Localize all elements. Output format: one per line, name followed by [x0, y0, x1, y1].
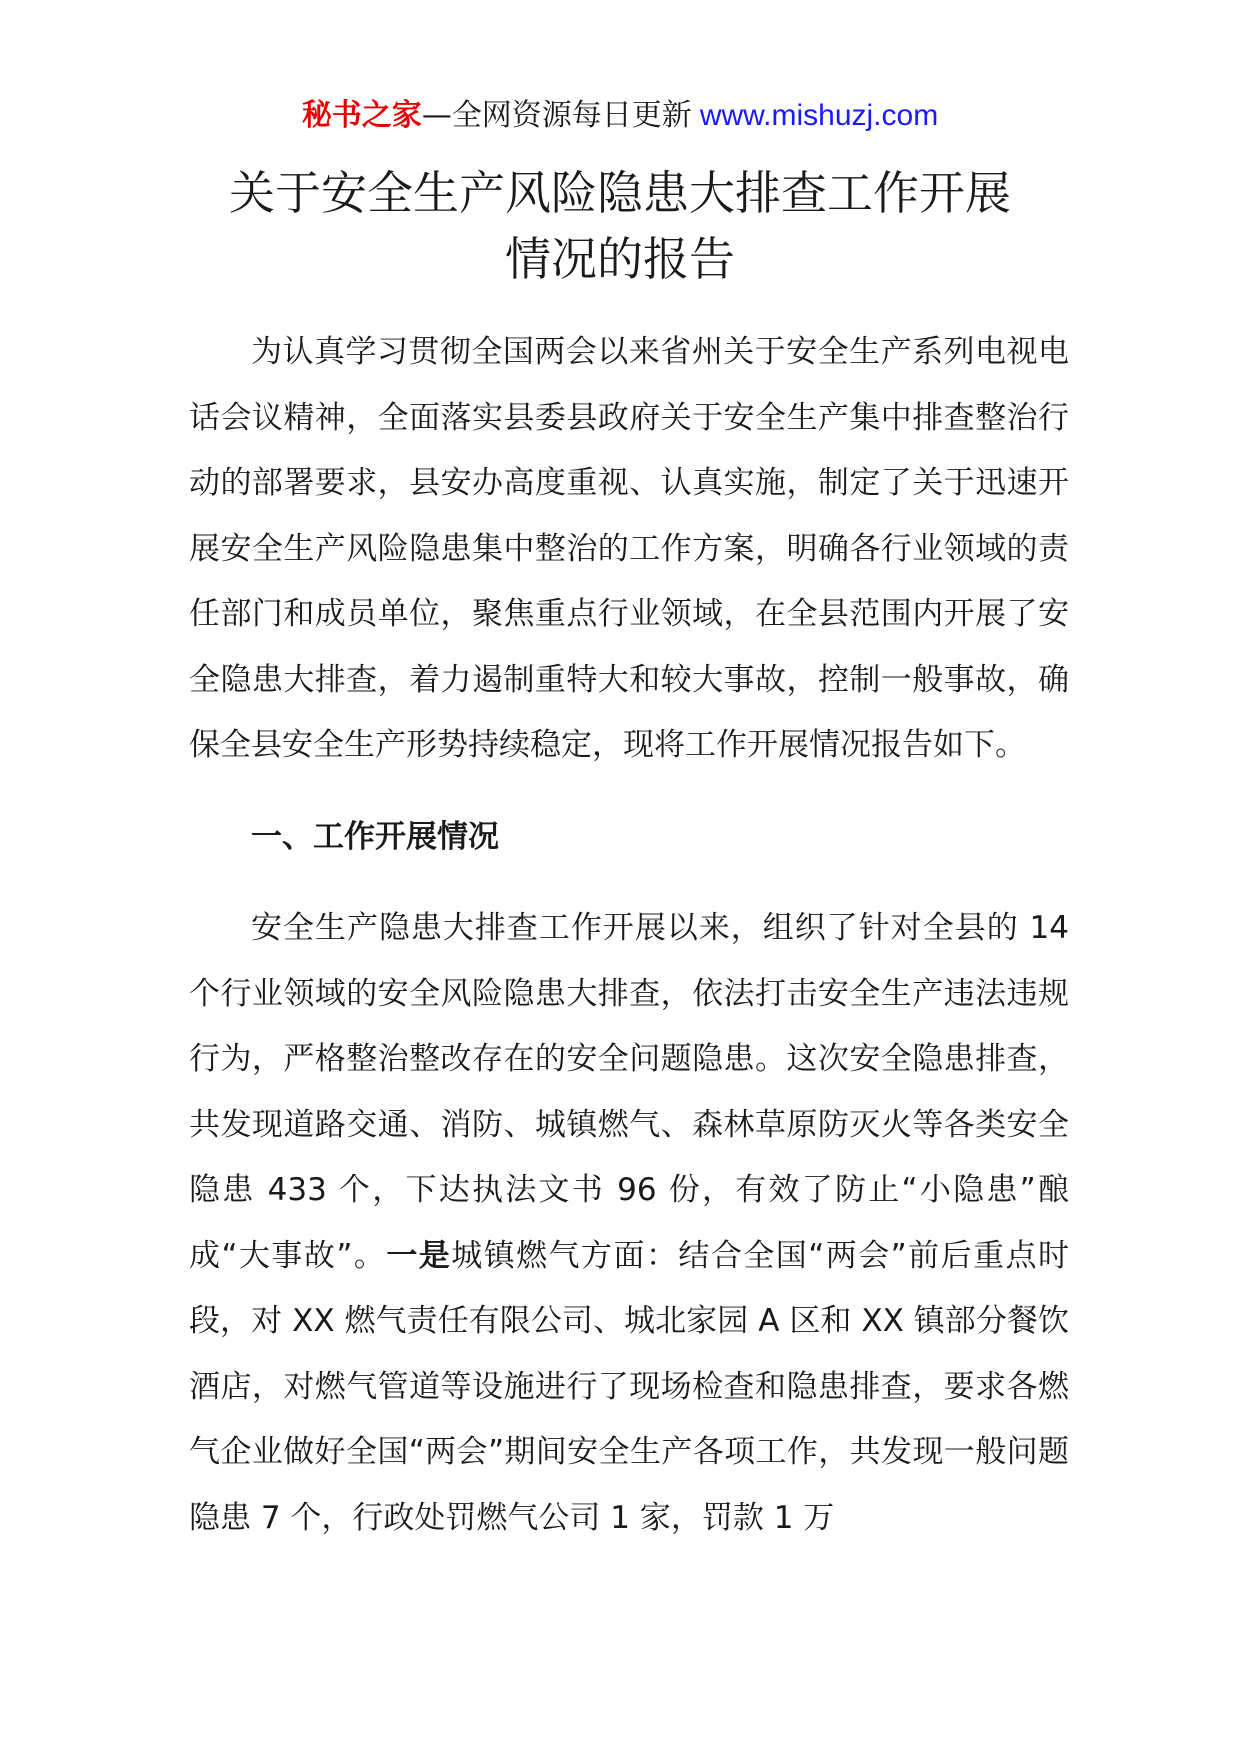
document-title [0, 160, 1240, 292]
tagline: —全网资源每日更新 [421, 98, 692, 133]
enumeration-label: 一是 [386, 1237, 452, 1274]
section-heading: 一、工作开展情况 [251, 818, 499, 855]
brand-name: 秘书之家 [301, 98, 422, 133]
site-url-link[interactable]: www.mishuzj.com [699, 99, 939, 132]
paragraph-text: 安全生产隐患大排查工作开展以来，组织了针对全县的 14 个行业领域的安全风险隐患大排查，依法打击安全生产违法违规行为，严格整治整改存在的安全问题隐患。这次安全隐患排查，共发现道路交通、消防、城镇燃气、森林草原防灭火等各类安全隐患 433 个，下达执法文书 96 份，有效了防止“小隐患”酿成“大事故”。 [189, 910, 1069, 1274]
title-line-1: 关于安全生产风险隐患大排查工作开展 [229, 166, 1011, 220]
intro-paragraph: 为认真学习贯彻全国两会以来省州关于安全生产系列电视电话会议精神，全面落实县委县政府关于安全生产集中排查整治行动的部署要求，县安办高度重视、认真实施，制定了关于迅速开展安全生产风险隐患集中整治的工作方案，明确各行业领域的责任部门和成员单位，聚焦重点行业领域，在全县范围内开展了安全隐患大排查，着力遏制重特大和较大事故，控制一般事故，确保全县安全生产形势持续稳定，现将工作开展情况报告如下。 [189, 334, 1069, 763]
title-line-2: 情况的报告 [505, 232, 735, 286]
section-paragraph [189, 896, 1069, 1551]
paragraph-text-continued: 城镇燃气方面：结合全国“两会”前后重点时段，对 XX 燃气责任有限公司、城北家园 A 区和 XX 镇部分餐饮酒店，对燃气管道等设施进行了现场检查和隐患排查，要求各燃气企业做好全国“两会”期间安全生产各项工作，共发现一般问题隐患 7 个，行政处罚燃气公司 1 家，罚款 1 万 [189, 1237, 1070, 1536]
document-body [189, 320, 1069, 1551]
header-banner [0, 96, 1240, 136]
